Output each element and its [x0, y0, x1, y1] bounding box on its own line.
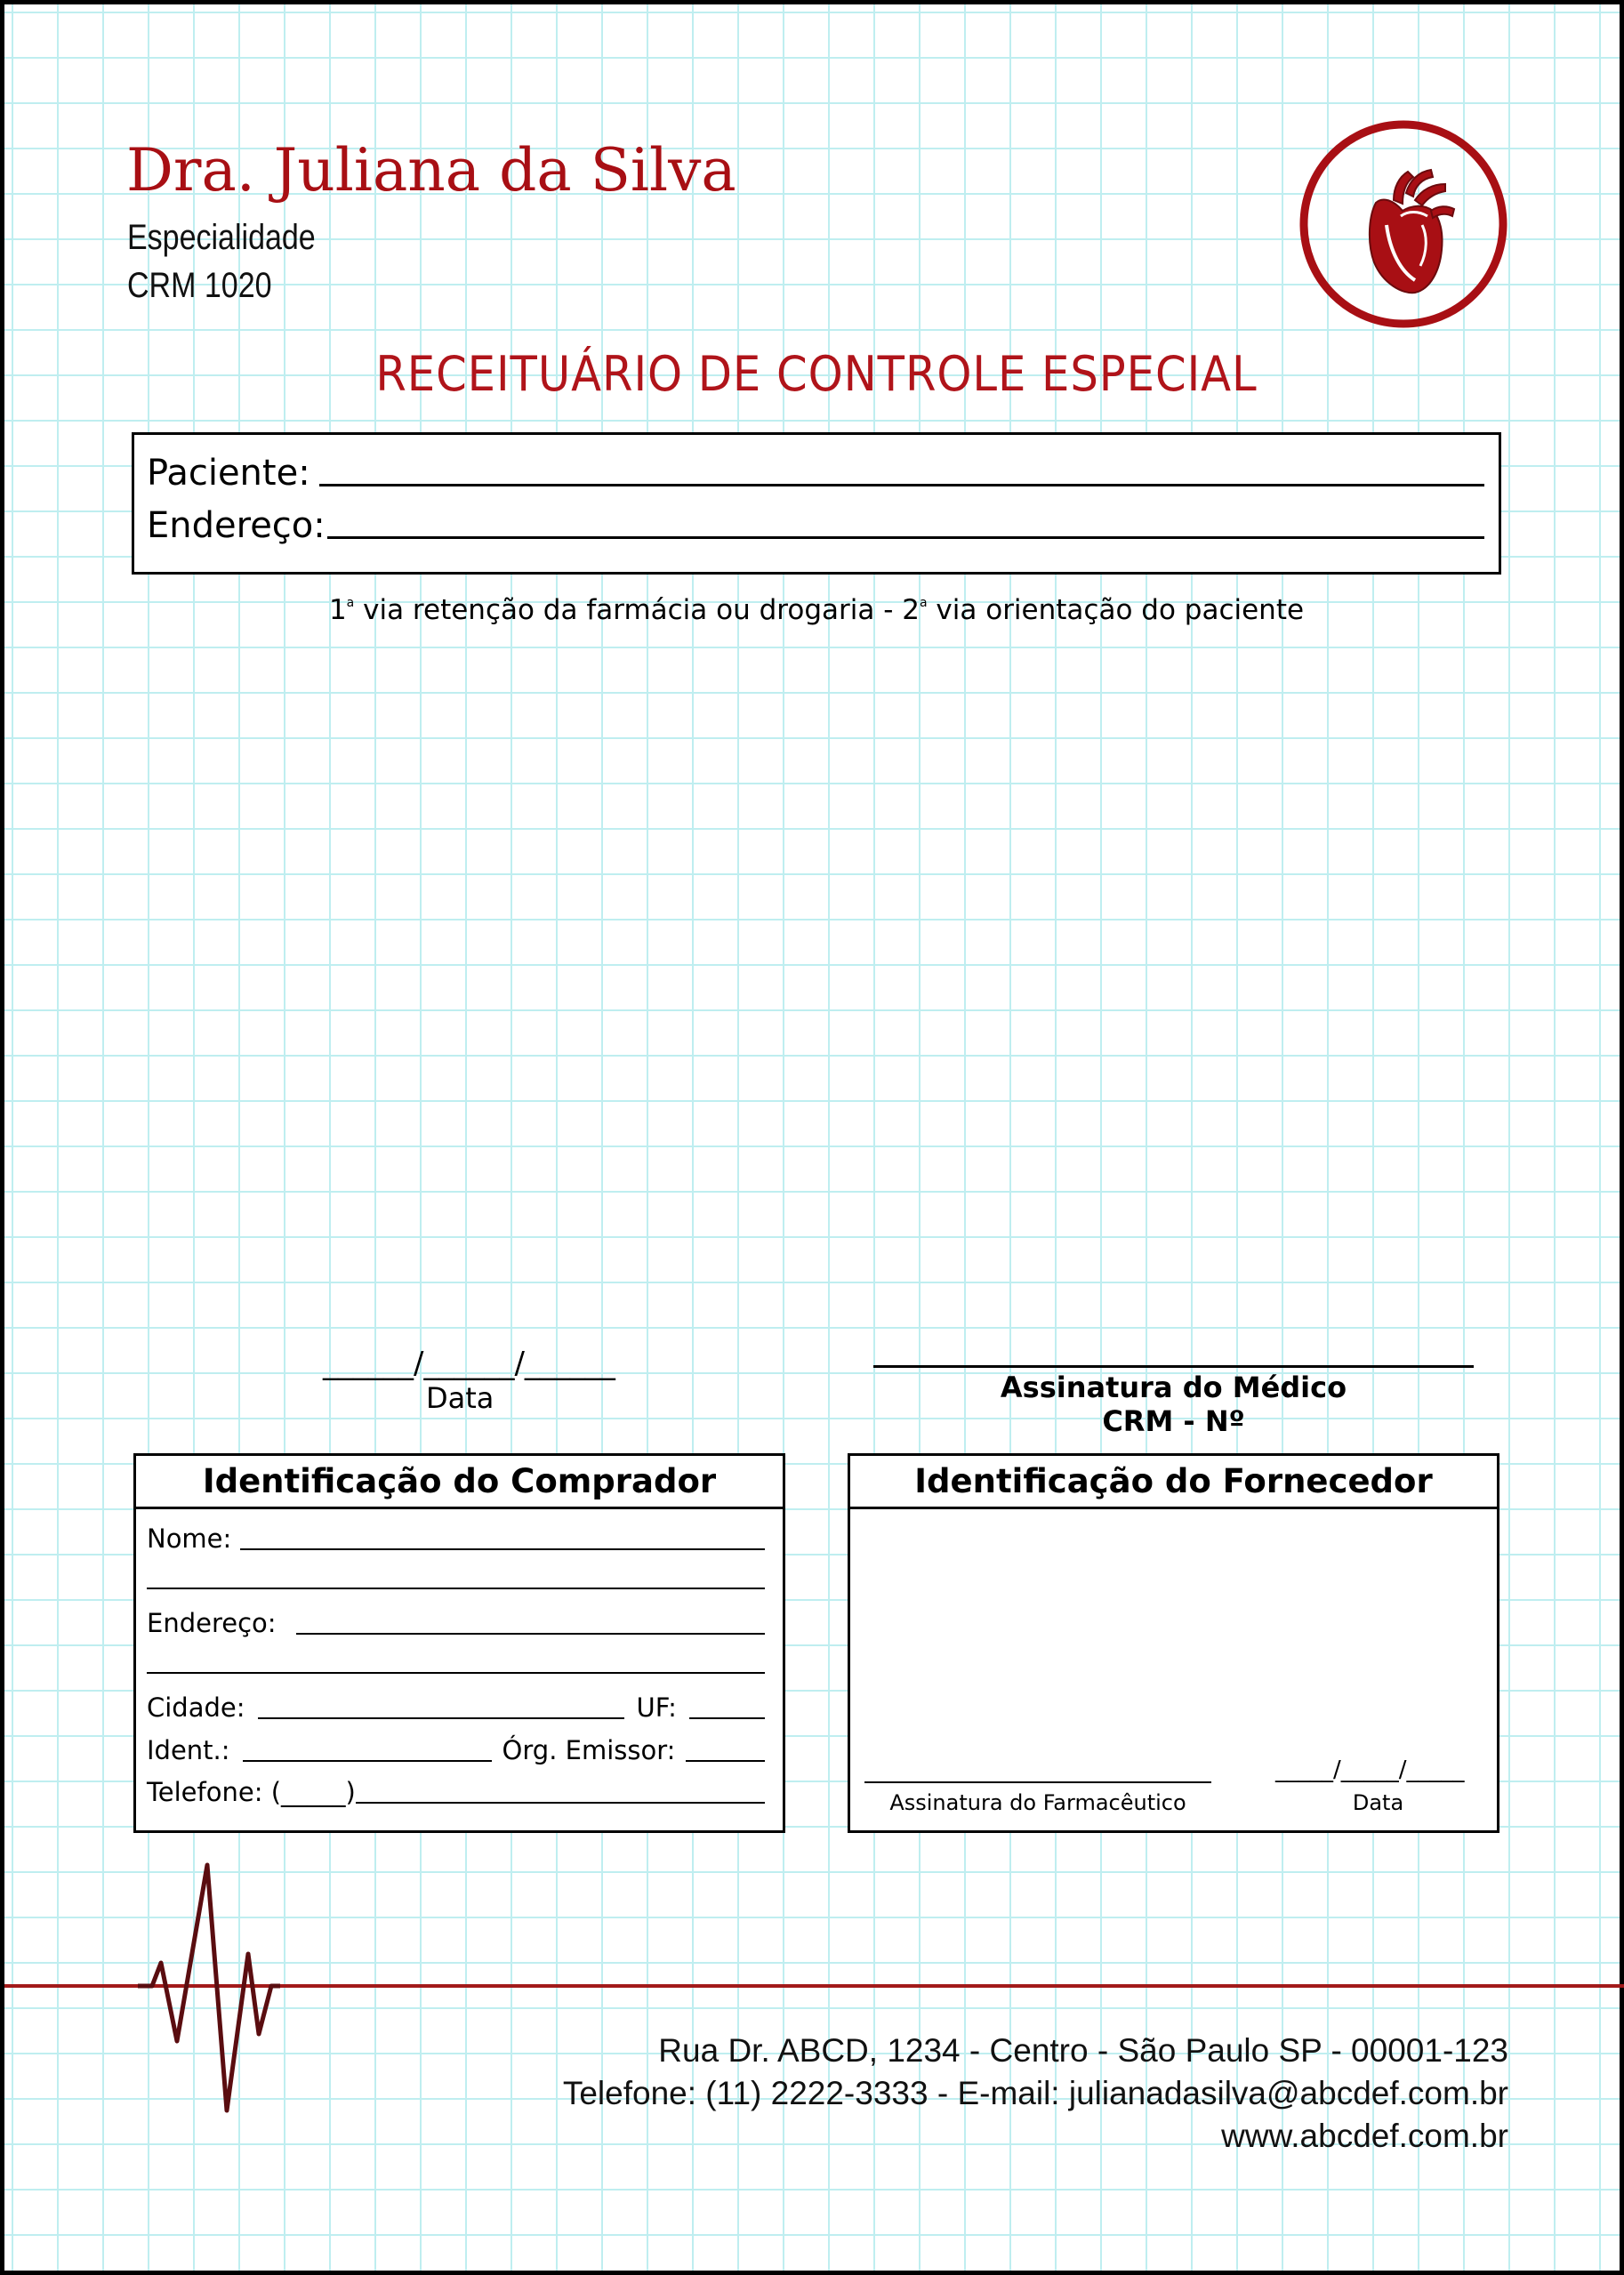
- date-label: Data: [426, 1381, 494, 1415]
- patient-field[interactable]: [147, 453, 1484, 494]
- pharmacist-signature-line[interactable]: [864, 1781, 1211, 1783]
- buyer-name-field[interactable]: [147, 1523, 765, 1554]
- buyer-address-line-2[interactable]: [147, 1651, 765, 1674]
- date-field[interactable]: ______/______/______: [323, 1346, 615, 1381]
- patient-line[interactable]: [319, 457, 1484, 486]
- footer-contact: Telefone: (11) 2222-3333 - E-mail: julianadasilva@abcdef.com.br: [562, 2075, 1508, 2111]
- buyer-ident-line[interactable]: [243, 1739, 492, 1762]
- buyer-phone-field[interactable]: [147, 1777, 765, 1807]
- doctor-crm: CRM 1020: [127, 266, 272, 305]
- address-label: Endereço:: [147, 505, 326, 546]
- buyer-issuer-line[interactable]: [686, 1739, 765, 1762]
- buyer-address-field[interactable]: [147, 1608, 765, 1638]
- ecg-line-icon: [138, 1854, 280, 2121]
- supplier-date-field[interactable]: _____/_____/_____: [1275, 1756, 1465, 1783]
- doctor-signature-label: Assinatura do Médico: [1000, 1371, 1347, 1404]
- supplier-date-label: Data: [1352, 1790, 1404, 1815]
- buyer-address-field-2[interactable]: [147, 1651, 765, 1677]
- doctor-specialty: Especialidade: [127, 218, 316, 257]
- buyer-city-field[interactable]: [147, 1692, 765, 1723]
- address-field[interactable]: [147, 505, 1484, 546]
- buyer-name-field-2[interactable]: [147, 1566, 765, 1593]
- via-note-second-text: via orientação do paciente: [927, 594, 1305, 626]
- buyer-ident-label: Ident.:: [147, 1735, 230, 1765]
- buyer-city-label: Cidade:: [147, 1692, 245, 1723]
- address-line[interactable]: [327, 510, 1484, 539]
- doctor-name: Dra. Juliana da Silva: [126, 136, 736, 205]
- patient-box: [132, 432, 1501, 575]
- footer-website: www.abcdef.com.br: [1221, 2118, 1508, 2154]
- buyer-uf-label: UF:: [636, 1692, 677, 1723]
- buyer-ident-field[interactable]: [147, 1735, 765, 1765]
- buyer-title: Identificação do Comprador: [136, 1456, 783, 1509]
- buyer-name-line-2[interactable]: [147, 1566, 765, 1589]
- document-title: RECEITUÁRIO DE CONTROLE ESPECIAL: [375, 346, 1258, 402]
- via-note-first-text: via retenção da farmácia ou drogaria - 2: [354, 594, 920, 626]
- crm-number-label: CRM - Nº: [1102, 1404, 1245, 1438]
- via-note-first: 1: [328, 594, 347, 626]
- doctor-signature-line[interactable]: [873, 1365, 1474, 1368]
- supplier-title: Identificação do Fornecedor: [850, 1456, 1497, 1509]
- patient-label: Paciente:: [147, 453, 310, 494]
- buyer-phone-label: Telefone: (_____): [147, 1777, 356, 1807]
- buyer-name-label: Nome:: [147, 1523, 232, 1554]
- via-note-first-sup: a: [346, 596, 355, 610]
- buyer-uf-line[interactable]: [689, 1696, 765, 1719]
- buyer-box: [133, 1453, 785, 1833]
- buyer-issuer-label: Órg. Emissor:: [502, 1735, 676, 1765]
- buyer-city-line[interactable]: [258, 1696, 624, 1719]
- buyer-address-line[interactable]: [296, 1612, 765, 1635]
- buyer-phone-line[interactable]: [356, 1781, 765, 1804]
- pharmacist-signature-label: Assinatura do Farmacêutico: [889, 1790, 1186, 1815]
- via-note-second-sup: a: [919, 596, 928, 610]
- buyer-address-label: Endereço:: [147, 1608, 277, 1638]
- via-note: [4, 594, 1624, 626]
- buyer-name-line[interactable]: [240, 1527, 765, 1550]
- heart-icon: [1298, 118, 1509, 330]
- footer-address: Rua Dr. ABCD, 1234 - Centro - São Paulo SP - 00001-123: [658, 2032, 1508, 2069]
